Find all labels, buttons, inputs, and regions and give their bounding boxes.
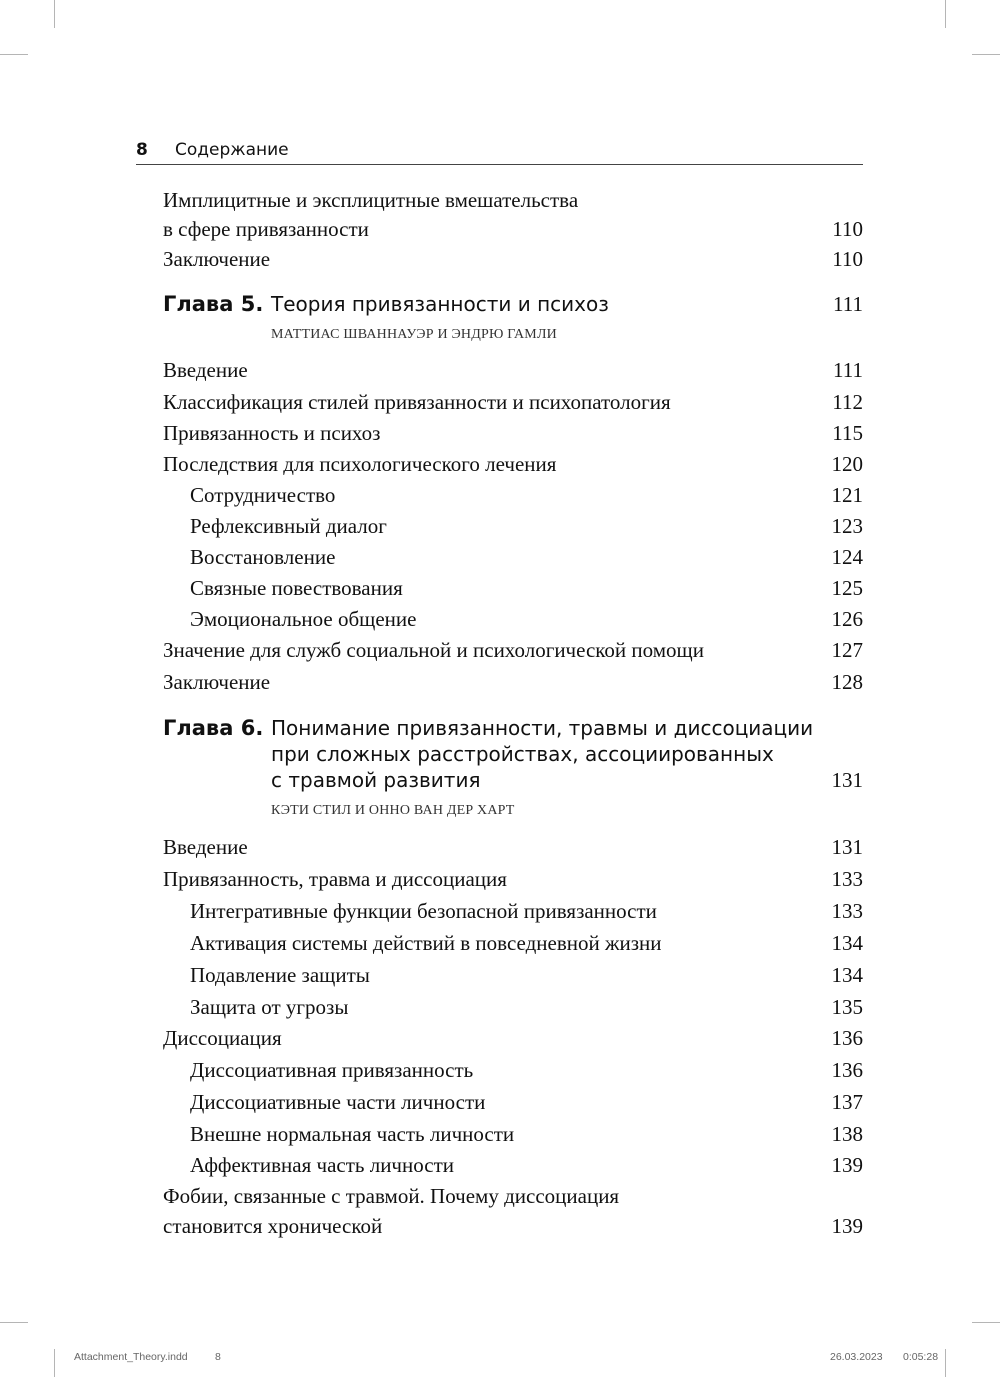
chapter-6-title-line: с травмой развития (271, 768, 481, 792)
toc-entry-title: Классификация стилей привязанности и психопатология (163, 390, 671, 414)
toc-entry-page: 136 (831, 1026, 863, 1050)
toc-subentry (190, 961, 863, 989)
toc-entry (163, 865, 863, 893)
toc-subentry (190, 512, 863, 540)
slug-page: 8 (215, 1351, 221, 1363)
chapter-6-authors: КЭТИ СТИЛ И ОННО ВАН ДЕР ХАРТ (271, 803, 515, 818)
toc-entry-title: Эмоциональное общение (190, 607, 417, 631)
crop-mark (54, 1349, 55, 1377)
toc-entry-title: становится хронической (163, 1214, 383, 1238)
chapter-6-page: 131 (831, 768, 863, 792)
toc-entry-page: 111 (833, 358, 863, 382)
toc-subentry (190, 993, 863, 1021)
slug-date: 26.03.2023 (830, 1351, 883, 1363)
toc-entry-page: 123 (831, 514, 863, 538)
toc-entry (163, 245, 863, 273)
toc-entry-title: Активация системы действий в повседневной жизни (190, 931, 662, 955)
running-head (136, 138, 863, 165)
crop-mark (54, 0, 55, 28)
toc-entry-page: 115 (832, 421, 863, 445)
toc-entry (163, 388, 863, 416)
toc-entry-title: Восстановление (190, 545, 336, 569)
toc-entry-page: 127 (831, 638, 863, 662)
toc-entry-title: Интегративные функции безопасной привязанности (190, 899, 657, 923)
toc-subentry (190, 929, 863, 957)
toc-entry-title: Внешне нормальная часть личности (190, 1122, 515, 1146)
toc-entry-page: 121 (831, 483, 863, 507)
toc-subentry (190, 543, 863, 571)
toc-entry-page: 112 (832, 390, 863, 414)
crop-mark (972, 1322, 1000, 1323)
toc-entry-page: 110 (832, 217, 863, 241)
toc-entry-page: 120 (831, 452, 863, 476)
chapter-5-authors: МАТТИАС ШВАННАУЭР И ЭНДРЮ ГАМЛИ (271, 327, 557, 342)
crop-mark (945, 0, 946, 28)
crop-mark (0, 1322, 28, 1323)
toc-entry-title: в сфере привязанности (163, 217, 369, 241)
toc-entry-page: 136 (831, 1058, 863, 1082)
toc-entry (163, 215, 863, 243)
toc-entry-title: Привязанность и психоз (163, 421, 381, 445)
toc-entry (163, 186, 863, 214)
toc-entry-title: Аффективная часть личности (190, 1153, 454, 1177)
toc-entry-page: 131 (831, 835, 863, 859)
toc-entry-page: 124 (831, 545, 863, 569)
toc-entry (163, 636, 863, 664)
toc-entry-page: 134 (831, 931, 863, 955)
crop-mark (0, 54, 28, 55)
toc-entry (163, 833, 863, 861)
toc-entry-page: 128 (831, 670, 863, 694)
toc-entry-title: Привязанность, травма и диссоциация (163, 867, 507, 891)
toc-entry-title: Связные повествования (190, 576, 403, 600)
toc-entry (163, 356, 863, 384)
toc-entry-title: Значение для служб социальной и психологической помощи (163, 638, 704, 662)
section-title: Содержание (175, 140, 289, 160)
toc-subentry (190, 1088, 863, 1116)
toc-subentry (190, 1120, 863, 1148)
toc-subentry (190, 574, 863, 602)
toc-entry (163, 1182, 863, 1210)
toc-entry-page: 139 (831, 1214, 863, 1238)
toc-entry-title: Подавление защиты (190, 963, 370, 987)
chapter-6-label: Глава 6. (163, 716, 264, 740)
toc-entry-page: 133 (831, 899, 863, 923)
toc-entry-title: Сотрудничество (190, 483, 336, 507)
toc-entry-page: 134 (831, 963, 863, 987)
toc-entry (163, 450, 863, 478)
toc-entry-page: 110 (832, 247, 863, 271)
toc-entry-title: Имплицитные и эксплицитные вмешательства (163, 188, 579, 212)
toc-entry-page: 133 (831, 867, 863, 891)
toc-subentry (190, 1056, 863, 1084)
toc-entry-page: 135 (831, 995, 863, 1019)
toc-entry-page: 139 (831, 1153, 863, 1177)
toc-subentry (190, 1151, 863, 1179)
toc-entry-title: Заключение (163, 247, 271, 271)
crop-mark (945, 1349, 946, 1377)
chapter-6-title-line: Понимание привязанности, травмы и диссоциации (271, 716, 814, 740)
toc-entry-title: Диссоциация (163, 1026, 282, 1050)
toc-entry (163, 668, 863, 696)
toc-entry (163, 419, 863, 447)
toc-entry-title: Рефлексивный диалог (190, 514, 387, 538)
toc-subentry (190, 605, 863, 633)
toc-entry-title: Диссоциативная привязанность (190, 1058, 474, 1082)
toc-entry-title: Последствия для психологического лечения (163, 452, 557, 476)
toc-entry-page: 138 (831, 1122, 863, 1146)
toc-entry-page: 137 (831, 1090, 863, 1114)
toc-subentry (190, 897, 863, 925)
toc-entry-title: Введение (163, 358, 248, 382)
toc-entry-title: Фобии, связанные с травмой. Почему диссоциация (163, 1184, 620, 1208)
chapter-5-label: Глава 5. (163, 292, 264, 316)
chapter-5-title: Теория привязанности и психоз (271, 292, 609, 316)
slug-filename: Attachment_Theory.indd (74, 1351, 188, 1363)
toc-entry-title: Заключение (163, 670, 271, 694)
slug-time: 0:05:28 (903, 1351, 939, 1363)
chapter-6-title-line: при сложных расстройствах, ассоциированных (271, 742, 774, 766)
toc-entry-title: Защита от угрозы (190, 995, 349, 1019)
chapter-5-page: 111 (833, 292, 863, 316)
crop-mark (972, 54, 1000, 55)
toc-entry (163, 1212, 863, 1240)
toc-entry (163, 1024, 863, 1052)
page-number: 8 (136, 140, 148, 160)
toc-entry-title: Введение (163, 835, 248, 859)
toc-subentry (190, 481, 863, 509)
toc-entry-page: 126 (831, 607, 863, 631)
toc-entry-page: 125 (831, 576, 863, 600)
toc-entry-title: Диссоциативные части личности (190, 1090, 486, 1114)
